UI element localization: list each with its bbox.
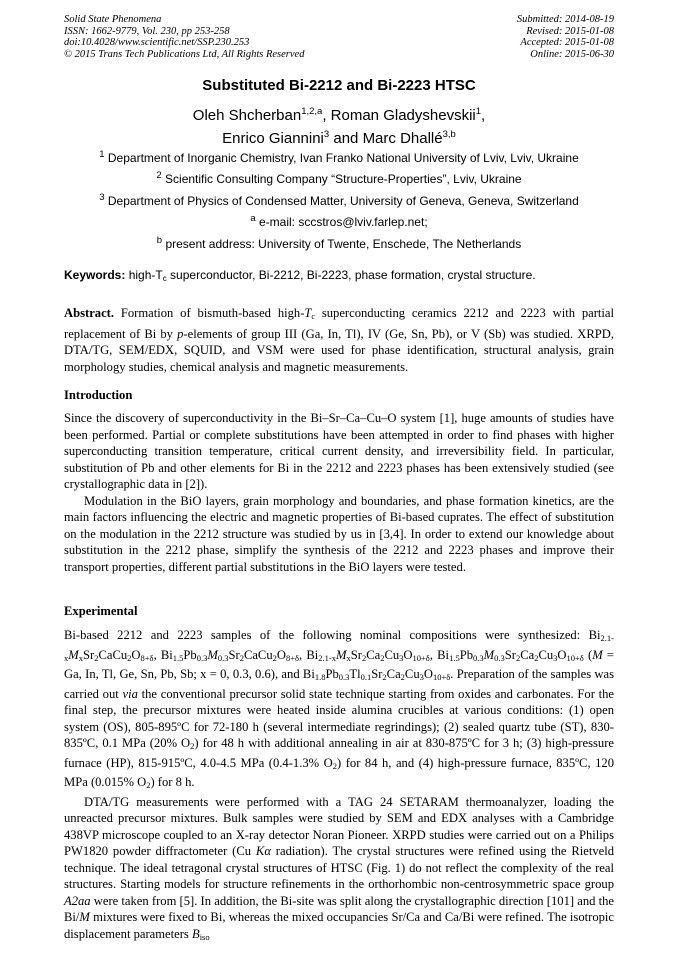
header-right bbox=[517, 14, 614, 60]
author-affiliation-mark: 1,2,a bbox=[301, 106, 323, 117]
author-conjunction: and bbox=[333, 130, 359, 147]
affiliation bbox=[0, 213, 678, 229]
affiliation-mark: 3 bbox=[99, 192, 105, 203]
author-name: Enrico Giannini bbox=[222, 130, 324, 147]
journal-name: Solid State Phenomena bbox=[64, 14, 162, 25]
affiliation bbox=[0, 170, 678, 186]
abstract bbox=[64, 305, 614, 375]
introduction-body bbox=[64, 410, 614, 575]
abstract-subscript: c bbox=[311, 312, 315, 321]
author-line-2 bbox=[0, 125, 678, 148]
submitted-date: Submitted: 2014-08-19 bbox=[516, 14, 614, 25]
copyright: © 2015 Trans Tech Publications Ltd, All Rights Reserved bbox=[64, 48, 305, 60]
paragraph-text: Bi-based 2212 and 2223 samples of the following nominal compositions were synthesized: bbox=[64, 628, 581, 642]
keywords bbox=[64, 268, 624, 283]
affiliation-mark: a bbox=[250, 213, 256, 224]
author-name: Marc Dhallé bbox=[362, 130, 443, 147]
section-heading-experimental: Experimental bbox=[64, 604, 138, 618]
paragraph: DTA/TG measurements were performed with a TAG 24 SETARAM thermoanalyzer, loading the unreacted precursor mixtures. Bulk samples were studied by SEM and EDX analyses with a Cambridge 438VP microscope coupled to an X-ray detector Noran Pioneer. XRPD studies were carried out on a Philips PW1820 powder diffractometer (Cu Kα radiation). The crystal structures were refined using the Rietveld technique. The ideal tetragonal crystal structures of HTSC (Fig. 1) do not reflect the complexity of the real structures. Starting models for structure refinements in the orthorhombic non-centrosymmetric space group A2aa were taken from [5]. In addition, the Bi-site was split along the crystallographic direction [101] and the Bi/M mixtures were fixed to Bi, whereas the mixed occupancies Sr/Ca and Ca/Bi were refined. The isotropic displacement parameters Biso bbox=[64, 794, 615, 942]
affiliation bbox=[0, 192, 678, 208]
formula: Bi1.5Pb0.3M0.3Sr2CaCu2O8+δ bbox=[160, 647, 300, 663]
revised-date: Revised: 2015-01-08 bbox=[526, 25, 614, 37]
affiliation-text: Department of Physics of Condensed Matter, University of Geneva, Geneva, Switzerland bbox=[107, 194, 579, 208]
abstract-text: -elements of group III (Ga, In, Tl), IV (Ge, Sn, Pb), or V (Sb) was studied. XRPD, DTA/TG, SEM/EDX, SQUID, and VSM were used for phase identification, structural analysis, grain morphology studies, chemical analysis and magnetic measurements. bbox=[64, 326, 614, 374]
paragraph: Since the discovery of superconductivity in the Bi–Sr–Ca–Cu–O system [1], huge amounts of studies have been performed. Partial or complete substitutions have been attempted in order to find phases with higher superconducting transition temperature, critical current density, and irreversibility field. In particular, substitution of Pb and other elements for Bi in the 2212 and 2223 phases has been extensively studied (see crystallographic data in [2]). bbox=[64, 411, 614, 491]
abstract-text: superconducting ceramics 2212 and 2223 with partial replacement of Bi by bbox=[64, 306, 615, 341]
keywords-text: high-T bbox=[128, 268, 163, 282]
author-list bbox=[0, 102, 678, 148]
author-affiliation-mark: 3,b bbox=[442, 129, 456, 140]
section-heading-introduction: Introduction bbox=[64, 388, 133, 402]
formula: Bi1.5Pb0.3M0.3Sr2Ca2Cu3O10+δ bbox=[437, 647, 584, 663]
formula: Bi2.1-xMxSr2Ca2Cu3O10+δ bbox=[306, 647, 430, 663]
paragraph: Modulation in the BiO layers, grain morphology and boundaries, and phase formation kinetics, are the main factors influencing the electric and magnetic properties of Bi-based cuprates. The effect of substitution on the modulation in the 2212 structure was studied by us in [3,4]. In order to extend our knowledge about substitution in the 2212 phase, simplify the synthesis of the 2212 and 2223 phases and improve their transport properties, different partial substitutions in the BiO layers were tested. bbox=[64, 493, 614, 574]
formula: Bi1.8Pb0.3Tl0.1Sr2Ca2Cu3O10+δ bbox=[302, 667, 451, 682]
paper-title: Substituted Bi-2212 and Bi-2223 HTSC bbox=[202, 77, 476, 94]
author-name: Roman Gladyshevskii bbox=[330, 107, 476, 124]
keywords-subscript: c bbox=[162, 274, 167, 283]
keywords-label: Keywords: bbox=[64, 268, 126, 282]
email[interactable]: e-mail: sccstros@lviv.farlep.net; bbox=[258, 215, 428, 229]
header-left bbox=[64, 14, 304, 60]
affiliation-text: Department of Inorganic Chemistry, Ivan Franko National University of Lviv, Lviv, Ukraine bbox=[107, 151, 579, 165]
abstract-text: Formation of bismuth-based high- bbox=[114, 306, 305, 320]
issn: ISSN: 1662-9779, Vol. 230, pp 253-258 bbox=[64, 25, 230, 37]
affiliation-mark: b bbox=[156, 235, 163, 246]
author-line-1: Oleh Shcherban$^{1,2,a}$, Roman Gladyshevskii$^1$, bbox=[192, 106, 486, 124]
accepted-date: Accepted: 2015-01-08 bbox=[520, 37, 614, 48]
abstract-label: Abstract. bbox=[64, 306, 115, 320]
doi[interactable]: doi:10.4028/www.scientific.net/SSP.230.253 bbox=[64, 37, 250, 48]
author-affiliation-mark: 1 bbox=[475, 106, 482, 117]
affiliation bbox=[0, 235, 678, 251]
abstract-symbol: T bbox=[304, 306, 312, 320]
abstract-symbol: p bbox=[177, 326, 184, 341]
paragraph: Bi-based 2212 and 2223 samples of the following nominal compositions were synthesized: Bi2.1-xMxSr2CaCu2O8+δ, Bi1.5Pb0.3M0.3Sr2CaCu2O8+δ, Bi2.1-xMxSr2Ca2Cu3O10+δ, Bi1.5Pb0.3M0.3Sr2Ca2Cu3O10+δ (M = Ga, In, Tl, Ge, Sn, Pb, Sb; x = 0, 0.3, 0.6), and Bi1.8Pb0.3Tl0.1Sr2Ca2Cu3O10+δ. Preparation of the samples was carried out via the conventional precursor solid state technique starting from oxides and carbonates. For the final step, the precursor mixtures were heated inside alumina crucibles at various conditions: (1) open system (OS), 805-895ºC for 72-180 h (several intermediate regrindings); (2) sealed quartz tube (ST), 830-835ºC, 0.1 MPa (20% O2) for 48 h with additional annealing in air at 830-875ºC for 3 h; (3) high-pressure furnace (HP), 815-915ºC, 4.0-4.5 MPa (0.4-1.3% O2) for 84 h, and (4) high-pressure furnace, 835ºC, 120 MPa (0.015% O2) for 8 h. bbox=[64, 628, 615, 790]
experimental-body bbox=[64, 627, 614, 945]
author-affiliation-mark: 3 bbox=[323, 129, 330, 140]
author-name: Oleh Shcherban bbox=[192, 107, 302, 124]
keywords-text: superconductor, Bi-2212, Bi-2223, phase formation, crystal structure. bbox=[166, 268, 536, 282]
affiliation bbox=[0, 149, 678, 165]
formula: Bi2.1-xMxSr2CaCu2O8+δ bbox=[64, 628, 615, 663]
affiliation-text: present address: University of Twente, Enschede, The Netherlands bbox=[165, 237, 522, 251]
online-date: Online: 2015-06-30 bbox=[530, 48, 614, 60]
affiliation-text: Scientific Consulting Company “Structure-Properties”, Lviv, Ukraine bbox=[165, 172, 522, 186]
affiliation-mark: 2 bbox=[156, 170, 162, 181]
affiliation-mark: 1 bbox=[99, 149, 105, 160]
